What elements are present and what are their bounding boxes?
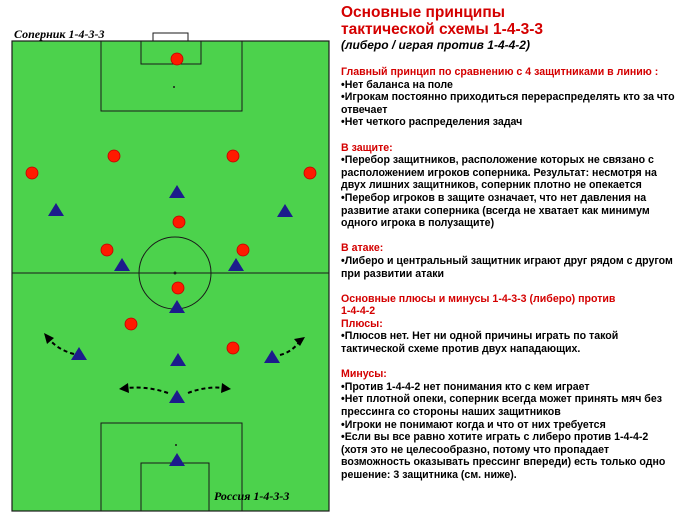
opponent-player <box>173 216 185 228</box>
bottom-penalty-spot <box>175 444 177 446</box>
opponent-player <box>101 244 113 256</box>
main-item: •Нет четкого распределения задач <box>341 116 523 129</box>
title-line-2: тактической схемы 1-4-3-3 <box>341 21 544 38</box>
home-formation-label: Россия 1-4-3-3 <box>214 489 290 503</box>
subtitle: (либеро / играя против 1-4-4-2) <box>341 38 530 52</box>
opponent-formation-label: Соперник 1-4-3-3 <box>14 27 105 41</box>
pitch-diagram <box>0 0 336 527</box>
opponent-player <box>125 318 137 330</box>
center-spot <box>174 272 177 275</box>
cons-item: прессинга со стороны наших защитников <box>341 406 561 419</box>
opponent-player <box>172 282 184 294</box>
defense-item: расположением игроков соперника. Результат: несмотря на <box>341 166 657 179</box>
attack-item: •Либеро и центральный защитник играют друг рядом с другом <box>341 254 673 267</box>
cons-item: •Игроки не понимают когда и что от них требуется <box>341 418 606 431</box>
pros-heading: Плюсы: <box>341 317 383 330</box>
defense-item: •Перебор защитников, расположение которых не связано с <box>341 154 654 167</box>
opponent-player <box>304 167 316 179</box>
cons-item: (хотя это не целесообразно, потому что пропадает <box>341 443 610 456</box>
top-goal <box>153 33 188 41</box>
defense-heading: В защите: <box>341 141 393 154</box>
proscons-heading: Основные плюсы и минусы 1-4-3-3 (либеро) против <box>341 292 616 305</box>
cons-item: решение: 3 защитника (см. ниже). <box>341 469 517 481</box>
attack-heading: В атаке: <box>341 242 384 255</box>
defense-item: одного игрока в полузащите) <box>341 217 495 230</box>
cons-item: возможность оказывать прессинг впереди) есть только одно <box>341 456 666 469</box>
defense-item: двух лишних защитников, соперник плотно не опекается <box>341 179 642 192</box>
attack-item: при развитии атаки <box>341 267 445 280</box>
proscons-heading-2: 1-4-4-2 <box>341 305 376 318</box>
cons-heading: Минусы: <box>341 368 387 381</box>
main-principle-heading: Главный принцип по сравнению с 4 защитниками в линию : <box>341 66 659 78</box>
cons-item: •Нет плотной опеки, соперник всегда может принять мяч без <box>341 393 662 406</box>
defense-item: развитие атаки соперника (всегда не хватает как минимум <box>341 204 650 217</box>
defense-item: •Перебор игроков в защите означает, что нет давления на <box>341 191 647 204</box>
opponent-player <box>237 244 249 256</box>
top-penalty-spot <box>173 86 175 88</box>
text-panel <box>341 4 697 482</box>
pros-item: тактической схеме против двух нападающих. <box>341 343 581 356</box>
opponent-player <box>26 167 38 179</box>
opponent-player <box>227 342 239 354</box>
main-item: •Нет баланса на поле <box>341 78 453 91</box>
cons-item: •Против 1-4-4-2 нет понимания кто с кем играет <box>341 380 590 393</box>
opponent-goalkeeper <box>171 53 183 65</box>
main-item: •Игрокам постоянно приходиться перераспределять кто за что <box>341 91 675 104</box>
opponent-player <box>108 150 120 162</box>
main-item: отвечает <box>341 103 388 116</box>
pros-item: •Плюсов нет. Нет ни одной причины играть по такой <box>341 330 619 343</box>
cons-item: •Если вы все равно хотите играть с либеро против 1-4-4-2 <box>341 431 649 444</box>
title-line-1: Основные принципы <box>341 4 505 21</box>
opponent-player <box>227 150 239 162</box>
